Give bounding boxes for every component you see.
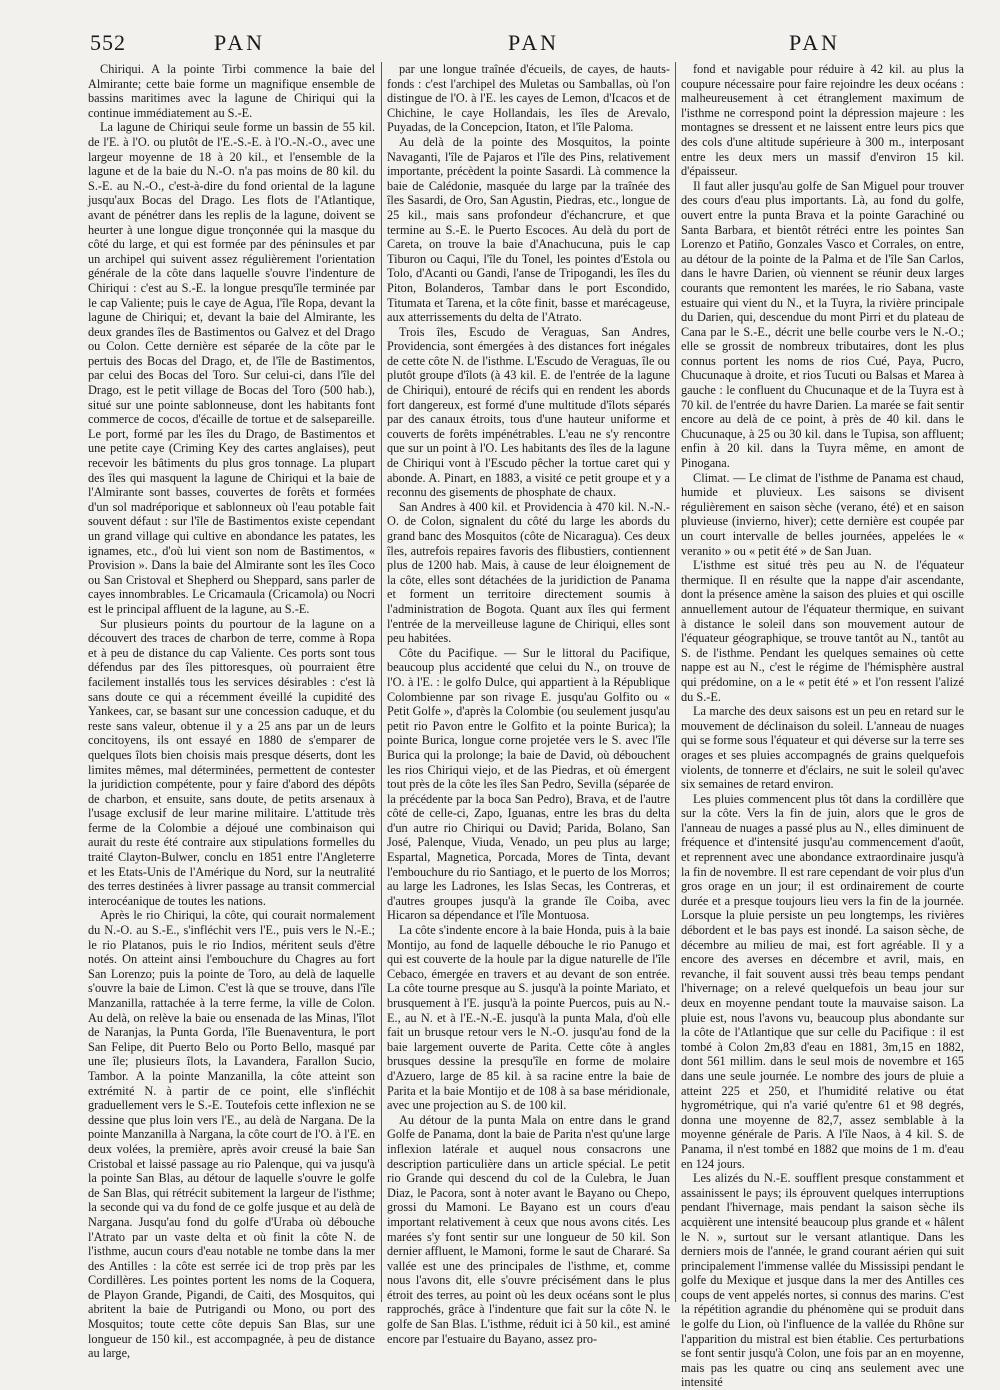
text-column-3 [681, 62, 964, 1390]
paragraph: fond et navigable pour réduire à 42 kil. au plus la coupure nécessaire pour faire rejoindre les deux océans : malheureusement à cet étranglement maximum de l'isthme ne correspond point la dépression majeure : les montagnes se dressent et ne laissent entre leurs pics que des cols d'une altitude supérieure à 300 m., interposant entre les deux mers un massif d'environ 15 kil. d'épaisseur. [681, 62, 964, 179]
paragraph: La lagune de Chiriqui seule forme un bassin de 55 kil. de l'E. à l'O. ou plutôt de l'E.-S.-E. à l'O.-N.-O., avec une largeur moyenne de 18 à 20 kil., et l'ensemble de la lagune et de la baie du N.-O. n'a pas moins de 80 kil. du S.-E. au N.-O., c'est-à-dire du fond oriental de la lagune jusqu'aux Bocas del Drago. Les flots de l'Atlantique, avant de pénétrer dans les replis de la lagune, doivent se heurter à une longue digue tronçonnée qui la masque du côté du large, et qui est formée par des péninsules et par un archipel qui suivent assez régulièrement l'orientation générale de la côte dans laquelle s'ouvre l'indenture de Chiriqui : c'est au S.-E. la longue presqu'île terminée par le cap Valiente; puis le caye de Agua, l'île Ropa, devant la lagune de Chiriqui; et, devant la baie del Almirante, les deux grandes îles de Bastimentos ou Galvez et del Drago ou Colon. Cette dernière est séparée de la côte par le pertuis des Bocas del Drago, et, de l'île de Bastimentos, par celui des Bocas del Toro. Sur celui-ci, dans l'île del Drago, est le petit village de Bocas del Toro (500 hab.), situé sur une pointe sablonneuse, dont les habitants font commerce de cocos, d'écaille de tortue et de salsepareille. Le port, formé par les îles du Drago, de Bastimentos et une petite caye (Criming Key des cartes anglaises), peut recevoir les bâtiments du plus gros tonnage. La plupart des îles qui masquent la lagune de Chiriqui et la baie de l'Almirante sont basses, couvertes de forêts et formées d'un sol madréporique et sablonneux où l'eau potable fait souvent défaut : sur l'île de Bastimentos existe cependant un grand village qui cultive en abondance les patates, les ignames, etc., d'où lui vient son nom de Bastimentos, « Provision ». Dans la baie del Almirante sont les îles Coco ou San Cristoval et Shepherd ou Sheppard, sans parler de cayes innombrables. Le Cricamaula (Cricamola) ou Nocri est le principal affluent de la lagune, au S.-E. [88, 120, 375, 616]
page-header [0, 30, 1000, 58]
page-number: 552 [90, 30, 126, 55]
running-head-left: PAN [214, 30, 265, 55]
paragraph: par une longue traînée d'écueils, de cayes, de hauts-fonds : c'est l'archipel des Muletas ou Samballas, où l'on distingue de l'O. à l'E. les cayes de Lemon, d'Icacos et de Chichine, le caye Hollandais, les îles de Arevalo, Puyadas, de la Concepcion, Itaton, et l'île Paloma. [387, 62, 670, 135]
paragraph: Les pluies commencent plus tôt dans la cordillère que sur la côte. Vers la fin de juin, alors que le gros de l'anneau de nuages a passé plus au N., elles diminuent de fréquence et d'intensité jusqu'au commencement d'août, et reprennent avec une abondance extraordinaire jusqu'à la fin de novembre. Il est rare cependant de voir plus d'un gros orage en un jour; il est ordinairement de courte durée et a presque toujours lieu vers la fin de la journée. Lorsque la pluie persiste un peu longtemps, les rivières débordent et le bas pays est inondé. La saison sèche, de décembre au milieu de mai, est fort agréable. Il y a encore des averses en décembre et avril, mais, en revanche, il fait souvent aussi très beau temps pendant l'hivernage; on a relevé quelquefois un beau jour sur deux en moyenne pendant toute la mauvaise saison. La pluie est, nous l'avons vu, beaucoup plus abondante sur la côte de l'Atlantique que sur celle du Pacifique : il est tombé à Colon 2m,83 d'eau en 1881, 3m,15 en 1882, dont 561 millim. dans le seul mois de novembre et 165 dans une seule journée. Le nombre des jours de pluie a atteint 225 et 250, et l'humidité relative ou état hygrométrique, qui n'a varié qu'entre 61 et 98 degrés, donna une moyenne de 82,7, assez semblable à la moyenne générale de Paris. A l'île Naos, à 4 kil. S. de Panama, il n'est tombé en 1882 que moins de 1 m. d'eau en 124 jours. [681, 791, 964, 1171]
paragraph: Au delà de la pointe des Mosquitos, la pointe Navaganti, l'île de Pajaros et l'île des Pins, relativement importante, précèdent la pointe Sasardi. Là commence la baie de Calédonie, masquée du large par la traînée des îles Sasardi, de Oro, San Agustin, Piedras, etc., longue de 25 kil., mais sans profondeur d'échancrure, et que termine au S.-E. le Puerto Escoces. Au delà du port de Careta, on trouve la baie d'Anachucuna, puis le cap Tiburon ou Caqui, l'île du Tonel, les pointes d'Estola ou Tolo, d'Acanti ou Gandi, l'anse de Tripogandi, les îles du Piton, Bolanderos, Tambar dans le port Escondido, Titumata et Tarena, et la côte finit, basse et marécageuse, aux atterrissements du delta de l'Atrato. [387, 134, 670, 325]
paragraph: Trois îles, Escudo de Veraguas, San Andres, Providencia, sont émergées à des distances fort inégales de cette côte N. de l'isthme. L'Escudo de Veraguas, île ou plutôt groupe d'îlots (à 43 kil. E. de l'entrée de la lagune de Chiriqui), entouré de récifs qui en rendent les abords fort dangereux, est formé d'une multitude d'îlots séparés par des canaux étroits, tous d'une hauteur uniforme et couverts de forêts impénétrables. L'eau ne s'y rencontre que sur un point à l'O. Les habitants des îles de la lagune de Chiriqui vont à l'Escudo pêcher la tortue caret qui y abonde. A. Pinart, en 1883, a visité ce petit groupe et y a reconnu des gisements de phosphate de chaux. [387, 324, 670, 500]
paragraph: Chiriqui. A la pointe Tirbi commence la baie del Almirante; cette baie forme un magnifique ensemble de bassins maritimes avec la lagune de Chiriqui qui la continue immédiatement au S.-E. [88, 62, 375, 120]
paragraph: Les alizés du N.-E. soufflent presque constamment et assainissent le pays; ils éprouvent quelques interruptions pendant l'hivernage, mais pendant la saison sèche ils acquièrent une intensité beaucoup plus grande et « hâlent le N. », surtout sur le versant atlantique. Dans les derniers mois de l'année, le grand courant aérien qui suit principalement l'immense vallée du Mississipi pendant le golfe du Mexique et jusque dans la mer des Antilles ces coups de vent appelés nortes, si connus des marins. C'est la répétition agrandie du phénomène qui se produit dans le golfe du Lion, où l'influence de la vallée du Rhône sur l'apparition du mistral est bien établie. Ces perturbations se font sentir jusqu'à Colon, une fois par an en moyenne, mais pas les quatre ou cinq ans seulement avec une intensité [681, 1171, 964, 1390]
paragraph: Après le rio Chiriqui, la côte, qui courait normalement du N.-O. au S.-E., s'infléchit vers l'E., puis vers le N.-E.; le rio Platanos, puis le rio Indios, méritent seuls d'être notés. On atteint ainsi l'embouchure du Chagres au fort San Lorenzo; puis la pointe de Toro, au delà de laquelle s'ouvre la baie de Limon. C'est là que se trouve, dans l'île Manzanilla, rattachée à la terre ferme, la ville de Colon. Au delà, on relève la baie ou ensenada de las Minas, l'îlot de Naranjas, la Punta Gorda, l'île Buenaventura, le port San Felipe, dit Puerto Belo ou Porto Bello, masqué par une île; plusieurs îlots, la Lavandera, Farallon Sucio, Tambor. A la pointe Manzanilla, la côte atteint son extrémité N. à partir de ce point, elle s'infléchit graduellement vers le S.-E. Toutefois cette inflexion ne se dessine que plus loin vers l'E., au delà de Nargana. De la pointe Manzanilla à Nargana, la côte court de l'O. à l'E. en deux volées, la première, après avoir creusé la baie San Cristobal et laissé passage au rio Palenque, qui va jusqu'à la pointe San Blas, au détour de laquelle s'ouvre le golfe de San Blas, qui rétrécit subitement la largeur de l'isthme; la seconde qui va du fond de ce golfe jusque et au delà de Nargana. Jusqu'au fond du golfe d'Uraba où débouche l'Atrato par un vaste delta et où finit la côte N. de l'isthme, aucun cours d'eau notable ne tombe dans la mer des Antilles : la côte est serrée ici de trop près par les Cordillères. Les pointes portent les noms de la Coquera, de Playon Grande, Pigandi, de Caiti, des Mosquitos, qui abritent la baie de Putrigandi ou Mono, ou port des Mosquitos; toute cette côte depuis San Blas, sur une longueur de 150 kil., est accompagnée, à peu de distance au large, [88, 908, 375, 1361]
column-divider [675, 62, 676, 1302]
paragraph: La côte s'indente encore à la baie Honda, puis à la baie Montijo, au fond de laquelle débouche le rio Panugo et qui est couverte de la houle par la digue naturelle de l'île Cebaco, émergée en travers et au devant de son entrée. La côte tourne presque au S. jusqu'à la pointe Mariato, et brusquement à l'E. jusqu'à la pointe Puercos, puis au N.-E., au N. et à l'E.-N.-E. jusqu'à la punta Mala, d'où elle fait un brusque retour vers le N.-O. jusqu'au fond de la baie largement ouverte de Parita. Cette côte à angles brusques dessine la presqu'île en forme de molaire d'Azuero, large de 85 kil. à sa racine entre la baie de Parita et la baie Montijo et de 108 à sa base méridionale, avec une projection au S. de 100 kil. [387, 923, 670, 1113]
paragraph: Climat. — Le climat de l'isthme de Panama est chaud, humide et pluvieux. Les saisons se divisent régulièrement en saison sèche (verano, été) et en saison pluvieuse (invierno, hiver); cette dernière est coupée par un court intervalle de belles journées, appelées le « veranito » ou « petit été » de San Juan. [681, 470, 964, 558]
running-head-right: PAN [789, 30, 840, 55]
paragraph: L'isthme est situé très peu au N. de l'équateur thermique. Il en résulte que la nappe d'air ascendante, dont la présence amène la saison des pluies et qui oscille annuellement autour de l'équateur thermique, en suivant à distance le soleil dans son mouvement autour de l'équateur géographique, se trouve tantôt au N., tantôt au S. de l'isthme. Pendant les quelques semaines où cette nappe est au N., c'est le régime de l'hémisphère austral qui prédomine, on a le « petit été » et l'on ressent l'alizé du S.-E. [681, 558, 964, 704]
text-column-1 [88, 62, 375, 1361]
column-divider [381, 62, 382, 1302]
text-column-2 [387, 62, 670, 1346]
paragraph: Sur plusieurs points du pourtour de la lagune on a découvert des traces de charbon de terre, comme à Ropa et à peu de distance du cap Valiente. Ces ports sont tous défendus par des îles pittoresques, où pourraient être facilement installés tous les services désirables : c'est là sans doute ce qui a récemment éveillé la cupidité des Yankees, car, se basant sur une concession caduque, et du reste sans valeur, obtenue il y a 25 ans par un de leurs concitoyens, ils ont essayé en 1880 de s'emparer de quelques îlots bien choisis mais presque déserts, dont les limites mêmes, mal déterminées, permettent de contester la juridiction compétente, pour y faire d'abord des dépôts de charbon, et ensuite, sans doute, de petits arsenaux à l'usage exclusif de leur marine militaire. L'attitude très ferme de la Colombie a déjoué une combinaison qui aurait du reste été contraire aux stipulations formelles du traité Clayton-Bulwer, conclu en 1851 entre l'Angleterre et les Etats-Unis de l'Amérique du Nord, sur la neutralité des terres destinées à livrer passage au transit commercial interocéanique de toutes les nations. [88, 616, 375, 908]
paragraph: Au détour de la punta Mala on entre dans le grand Golfe de Panama, dont la baie de Parita n'est qu'une large inflexion latérale et auquel nous consacrons une description particulière dans un article spécial. Le petit rio Grande qui descend du col de la Culebra, le Juan Diaz, le Pacora, sont à noter avant le Bayano ou Chepo, grossi du Mamoni. Le Bayano est un cours d'eau important relativement à ceux que nous avons cités. Les marées s'y font sentir sur une longueur de 50 kil. Son dernier affluent, le Mamoni, forme le saut de Chararé. Sa vallée est une des principales de l'isthme, et, comme nous l'avons dit, elle s'ouvre précisément dans le plus étroit des terres, au point où les deux océans sont le plus rapprochés, grâce à l'indenture que fait sur la côte N. le golfe de San Blas. L'isthme, réduit ici à 50 kil., est aminé encore par l'estuaire du Bayano, assez pro- [387, 1112, 670, 1346]
paragraph: Il faut aller jusqu'au golfe de San Miguel pour trouver des cours d'eau plus importants. Là, au fond du golfe, ouvert entre la punta Brava et la pointe Garachiné ou Santa Barbara, et bientôt rétréci entre les pointes San Lorenzo et Patiño, Gonzales Vasco et Corrales, on entre, au détour de la pointe de la Palma et de l'île San Carlos, dans le havre Darien, où viennent se réunir deux larges courants que remontent les marées, le rio Sabana, vaste estuaire qui vient du N., et la Tuyra, la rivière principale du Darien, qui, descendue du mont Pirri et du plateau de Cana par le S.-E., décrit une belle courbe vers le N.-O.; elle se grossit de nombreux tributaires, dont les plus connus portent les noms de rios Cué, Paya, Pucro, Chucunaque à droite, et rios Tucuti ou Balsas et Marea à gauche : le confluent du Chucunaque et de la Tuyra est à 70 kil. de l'entrée du havre Darien. La marée se fait sentir encore au delà de ce point, à près de 40 kil. dans le Chucunaque, à 25 ou 30 kil. dans le Tupisa, son affluent; enfin à 20 kil. dans la Tuyra même, en amont de Pinogana. [681, 178, 964, 471]
running-head-center: PAN [508, 30, 559, 55]
paragraph: San Andres à 400 kil. et Providencia à 470 kil. N.-N.-O. de Colon, signalent du côté du large les abords du grand banc des Mosquitos (côte de Nicaragua). Ces deux îles, autrefois repaires favoris des flibustiers, contiennent plus de 1200 hab. Mais, à cause de leur éloignement de la côte, elles sont détachées de la juridiction de Panama et forment un territoire directement soumis à l'administration de Bogota. Quant aux îles qui ferment l'entrée de la merveilleuse lagune de Chiriqui, elles sont peu habitées. [387, 499, 670, 646]
paragraph: Côte du Pacifique. — Sur le littoral du Pacifique, beaucoup plus accidenté que celui du N., on trouve de l'O. à l'E. : le golfo Dulce, qui appartient à la République Colombienne par son rivage E. jusqu'au Golfito ou « Petit Golfe », d'après la Colombie (ou seulement jusqu'au petit rio Pavon entre le Golfito et la pointe Burica); la pointe Burica, longue corne projetée vers le S. avec l'île Burica qui la prolonge; la baie de David, où débouchent les rios Chiriqui viejo, et de las Piedras, et où émergent tout près de la côte les îles San Pedro, Sevilla (séparée de la précédente par la boca San Pedro), Brava, et de l'autre côté de celle-ci, Zapo, Iguanas, entre les bras du delta d'un autre rio Chiriqui ou David; Parida, Bolano, San José, Palenque, Viuda, Venado, un peu plus au large; Espartal, Magnetica, Porcada, Mores de Tinta, devant l'embouchure du rio Santiago, et le puerto de los Morros; au large les Ladrones, les Islas Secas, les Contreras, et d'autres groupes jusqu'à la grande île Coiba, avec Hicaron sa dépendance et l'île Montuosa. [387, 645, 670, 923]
paragraph: La marche des deux saisons est un peu en retard sur le mouvement de déclinaison du soleil. L'anneau de nuages qui se forme sous l'équateur et qui déverse sur la terre ses orages et ses pluies accompagnés de grains quelquefois violents, de tonnerre et d'éclairs, ne suit le soleil qu'avec six semaines de retard environ. [681, 704, 964, 792]
